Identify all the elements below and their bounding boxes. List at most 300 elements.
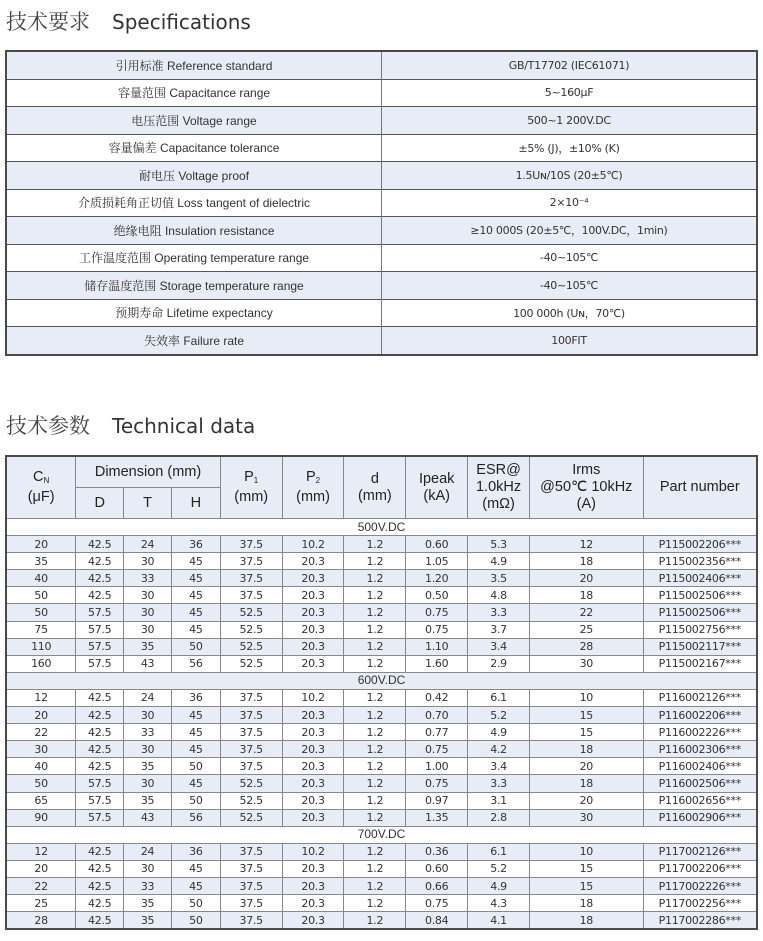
cell-p2: 20.3 — [282, 621, 344, 638]
cell-dim-t: 35 — [124, 758, 172, 775]
spec-value: ≥10 000S (20±5℃，100V.DC，1min) — [382, 217, 758, 245]
cell-lead-diameter: 1.2 — [344, 843, 406, 860]
cell-p2: 20.3 — [282, 877, 344, 894]
table-row — [6, 621, 757, 638]
spec-label-cn: 容量偏差 — [108, 141, 157, 156]
cell-dim-d: 42.5 — [76, 912, 124, 930]
cell-esr: 6.1 — [468, 843, 530, 860]
header-p1-symbol: P — [244, 469, 254, 485]
spec-label — [6, 79, 382, 107]
spec-label-en: Reference standard — [166, 58, 273, 73]
spec-value: 2×10⁻⁴ — [382, 189, 758, 217]
spec-label-en: Voltage range — [182, 113, 257, 128]
cell-dim-h: 45 — [171, 621, 220, 638]
spec-value: GB/T17702 (IEC61071) — [382, 51, 758, 79]
cell-p2: 10.2 — [282, 536, 344, 553]
cell-p2: 20.3 — [282, 570, 344, 587]
cell-p2: 20.3 — [282, 638, 344, 655]
spec-row — [6, 244, 757, 272]
cell-esr: 4.8 — [468, 587, 530, 604]
cell-lead-diameter: 1.2 — [344, 792, 406, 809]
cell-lead-diameter: 1.2 — [344, 895, 406, 912]
cell-irms: 18 — [530, 741, 644, 758]
spec-label-cn: 容量范围 — [117, 86, 166, 101]
header-capacitance — [6, 456, 76, 519]
cell-dim-t: 33 — [124, 724, 172, 741]
cell-p1: 37.5 — [220, 553, 282, 570]
cell-dim-h: 45 — [171, 707, 220, 724]
cell-p1: 52.5 — [220, 621, 282, 638]
cell-part-number: P116002306*** — [643, 741, 757, 758]
header-esr-line2: 1.0kHz — [475, 479, 522, 495]
cell-ipeak: 0.75 — [406, 621, 468, 638]
specifications-title-cn: 技术要求 — [6, 10, 90, 34]
cell-part-number: P116002906*** — [643, 809, 757, 826]
cell-dim-h: 45 — [171, 553, 220, 570]
spec-label — [6, 244, 382, 272]
cell-part-number: P117002286*** — [643, 912, 757, 930]
header-p1-sub: 1 — [253, 476, 259, 485]
cell-irms: 18 — [530, 775, 644, 792]
technical-data-body — [6, 519, 757, 930]
cell-esr: 3.5 — [468, 570, 530, 587]
table-row — [6, 860, 757, 877]
cell-esr: 3.4 — [468, 758, 530, 775]
cell-dim-h: 56 — [171, 655, 220, 672]
cell-dim-t: 30 — [124, 621, 172, 638]
cell-dim-h: 45 — [171, 877, 220, 894]
spec-label-cn: 电压范围 — [131, 113, 180, 128]
cell-capacitance: 50 — [6, 604, 76, 621]
cell-irms: 22 — [530, 604, 644, 621]
cell-esr: 3.3 — [468, 775, 530, 792]
cell-ipeak: 0.75 — [406, 604, 468, 621]
cell-lead-diameter: 1.2 — [344, 604, 406, 621]
cell-p2: 20.3 — [282, 758, 344, 775]
spec-label-cn: 介质损耗角正切值 — [77, 196, 174, 211]
cell-p1: 52.5 — [220, 775, 282, 792]
voltage-group-label: 600V.DC — [6, 672, 757, 689]
cell-dim-d: 42.5 — [76, 860, 124, 877]
cell-lead-diameter: 1.2 — [344, 638, 406, 655]
cell-part-number: P115002406*** — [643, 570, 757, 587]
cell-capacitance: 50 — [6, 775, 76, 792]
cell-dim-d: 42.5 — [76, 724, 124, 741]
cell-capacitance: 20 — [6, 707, 76, 724]
spec-label — [6, 299, 382, 327]
cell-lead-diameter: 1.2 — [344, 536, 406, 553]
cell-esr: 3.4 — [468, 638, 530, 655]
header-p2 — [282, 456, 344, 519]
cell-esr: 6.1 — [468, 689, 530, 706]
cell-dim-h: 56 — [171, 809, 220, 826]
cell-irms: 12 — [530, 536, 644, 553]
spec-label-cn: 预期寿命 — [115, 306, 164, 321]
cell-esr: 4.1 — [468, 912, 530, 930]
cell-esr: 5.2 — [468, 707, 530, 724]
spec-value: -40~105℃ — [382, 244, 758, 272]
cell-dim-t: 24 — [124, 689, 172, 706]
cell-esr: 4.9 — [468, 877, 530, 894]
cell-dim-d: 42.5 — [76, 553, 124, 570]
header-p2-unit: (mm) — [296, 489, 330, 505]
cell-dim-h: 45 — [171, 860, 220, 877]
cell-lead-diameter: 1.2 — [344, 877, 406, 894]
header-p2-symbol: P — [305, 469, 316, 485]
header-ipeak-label: Ipeak — [418, 470, 455, 487]
cell-part-number: P116002126*** — [643, 689, 757, 706]
voltage-group-label: 700V.DC — [6, 826, 757, 843]
cell-esr: 4.3 — [468, 895, 530, 912]
cell-capacitance: 75 — [6, 621, 76, 638]
spec-label-en: Failure rate — [183, 333, 245, 348]
cell-dim-h: 45 — [171, 724, 220, 741]
header-esr-line3: (mΩ) — [482, 496, 515, 512]
cell-part-number: P115002356*** — [643, 553, 757, 570]
header-p1 — [220, 456, 282, 519]
table-row — [6, 587, 757, 604]
table-row — [6, 895, 757, 912]
cell-irms: 30 — [530, 655, 644, 672]
cell-p1: 37.5 — [220, 877, 282, 894]
cell-lead-diameter: 1.2 — [344, 860, 406, 877]
cell-p2: 10.2 — [282, 843, 344, 860]
cell-dim-h: 50 — [171, 638, 220, 655]
cell-p1: 52.5 — [220, 809, 282, 826]
cell-dim-d: 42.5 — [76, 707, 124, 724]
header-irms-line1: Irms — [572, 462, 601, 478]
spec-label — [6, 134, 382, 162]
cell-ipeak: 1.10 — [406, 638, 468, 655]
cell-dim-d: 57.5 — [76, 775, 124, 792]
cell-p1: 52.5 — [220, 638, 282, 655]
spec-row — [6, 327, 757, 355]
spec-label — [6, 189, 382, 217]
header-dimension-t: T — [124, 488, 172, 519]
cell-irms: 18 — [530, 587, 644, 604]
cell-capacitance: 25 — [6, 895, 76, 912]
spec-row — [6, 134, 757, 162]
cell-dim-h: 45 — [171, 775, 220, 792]
cell-dim-h: 45 — [171, 570, 220, 587]
cell-ipeak: 1.00 — [406, 758, 468, 775]
cell-capacitance: 35 — [6, 553, 76, 570]
spec-value: 500~1 200V.DC — [382, 107, 758, 135]
cell-lead-diameter: 1.2 — [344, 587, 406, 604]
spec-row — [6, 51, 757, 79]
cell-ipeak: 0.75 — [406, 895, 468, 912]
cell-lead-diameter: 1.2 — [344, 707, 406, 724]
cell-dim-t: 35 — [124, 792, 172, 809]
cell-esr: 4.9 — [468, 553, 530, 570]
cell-irms: 20 — [530, 792, 644, 809]
spec-label — [6, 327, 382, 355]
cell-lead-diameter: 1.2 — [344, 724, 406, 741]
spec-value: 100 000h (Uɴ，70℃) — [382, 299, 758, 327]
table-row — [6, 655, 757, 672]
cell-dim-h: 45 — [171, 604, 220, 621]
header-capacitance-sub: N — [43, 476, 50, 485]
header-part-number: Part number — [643, 456, 757, 519]
cell-irms: 18 — [530, 895, 644, 912]
cell-capacitance: 22 — [6, 877, 76, 894]
cell-part-number: P115002167*** — [643, 655, 757, 672]
header-p1-unit: (mm) — [234, 489, 269, 505]
cell-dim-t: 30 — [124, 707, 172, 724]
cell-dim-h: 36 — [171, 689, 220, 706]
cell-dim-h: 36 — [171, 536, 220, 553]
cell-dim-d: 42.5 — [76, 536, 124, 553]
spec-value: 1.5Uɴ/10S (20±5℃) — [382, 162, 758, 190]
cell-ipeak: 0.84 — [406, 912, 468, 930]
cell-capacitance: 160 — [6, 655, 76, 672]
cell-dim-d: 42.5 — [76, 758, 124, 775]
cell-capacitance: 12 — [6, 843, 76, 860]
cell-p1: 37.5 — [220, 912, 282, 930]
table-row — [6, 553, 757, 570]
cell-dim-d: 42.5 — [76, 741, 124, 758]
cell-dim-t: 30 — [124, 587, 172, 604]
cell-p2: 20.3 — [282, 655, 344, 672]
spec-label-en: Loss tangent of dielectric — [177, 196, 311, 211]
cell-capacitance: 40 — [6, 570, 76, 587]
cell-dim-d: 57.5 — [76, 655, 124, 672]
header-p2-sub: 2 — [315, 476, 321, 485]
spec-row — [6, 272, 757, 300]
cell-part-number: P115002506*** — [643, 604, 757, 621]
header-lead-diameter-symbol: d — [370, 470, 379, 487]
specifications-title-en: Specifications — [112, 10, 251, 34]
cell-p2: 20.3 — [282, 553, 344, 570]
cell-lead-diameter: 1.2 — [344, 912, 406, 930]
cell-dim-h: 36 — [171, 843, 220, 860]
cell-dim-t: 24 — [124, 536, 172, 553]
table-row — [6, 724, 757, 741]
cell-lead-diameter: 1.2 — [344, 553, 406, 570]
cell-part-number: P115002506*** — [643, 587, 757, 604]
cell-p1: 37.5 — [220, 843, 282, 860]
table-row — [6, 638, 757, 655]
cell-irms: 18 — [530, 553, 644, 570]
cell-irms: 20 — [530, 758, 644, 775]
table-row — [6, 707, 757, 724]
header-dimension: Dimension (mm) — [76, 456, 221, 488]
cell-irms: 28 — [530, 638, 644, 655]
cell-lead-diameter: 1.2 — [344, 758, 406, 775]
cell-dim-t: 35 — [124, 895, 172, 912]
table-row — [6, 912, 757, 930]
cell-dim-d: 57.5 — [76, 638, 124, 655]
cell-p2: 20.3 — [282, 792, 344, 809]
spec-value: 100FIT — [382, 327, 758, 355]
specifications-heading — [6, 6, 251, 36]
spec-label — [6, 272, 382, 300]
table-row — [6, 689, 757, 706]
cell-dim-t: 30 — [124, 741, 172, 758]
cell-part-number: P116002406*** — [643, 758, 757, 775]
cell-p2: 20.3 — [282, 775, 344, 792]
cell-p1: 37.5 — [220, 860, 282, 877]
header-ipeak-unit: (kA) — [423, 487, 450, 504]
spec-value: 5~160μF — [382, 79, 758, 107]
cell-p1: 37.5 — [220, 689, 282, 706]
header-irms — [530, 456, 644, 519]
header-lead-diameter-unit: (mm) — [357, 487, 392, 504]
cell-irms: 15 — [530, 724, 644, 741]
spec-label-en: Insulation resistance — [164, 223, 275, 238]
header-esr-line1: ESR@ — [476, 462, 521, 478]
spec-label — [6, 217, 382, 245]
specifications-table — [5, 50, 758, 356]
spec-value: -40~105℃ — [382, 272, 758, 300]
spec-label — [6, 51, 382, 79]
cell-p1: 37.5 — [220, 724, 282, 741]
spec-label — [6, 107, 382, 135]
cell-ipeak: 1.60 — [406, 655, 468, 672]
cell-capacitance: 40 — [6, 758, 76, 775]
cell-dim-t: 35 — [124, 912, 172, 930]
cell-p2: 20.3 — [282, 741, 344, 758]
spec-label-cn: 耐电压 — [138, 168, 175, 183]
cell-dim-t: 33 — [124, 877, 172, 894]
voltage-group-label: 500V.DC — [6, 519, 757, 536]
cell-capacitance: 22 — [6, 724, 76, 741]
cell-lead-diameter: 1.2 — [344, 655, 406, 672]
cell-esr: 4.2 — [468, 741, 530, 758]
cell-p2: 20.3 — [282, 895, 344, 912]
cell-irms: 10 — [530, 843, 644, 860]
cell-esr: 5.3 — [468, 536, 530, 553]
spec-label-en: Operating temperature range — [154, 251, 310, 266]
cell-lead-diameter: 1.2 — [344, 775, 406, 792]
cell-p1: 52.5 — [220, 604, 282, 621]
spec-row — [6, 189, 757, 217]
cell-lead-diameter: 1.2 — [344, 809, 406, 826]
cell-ipeak: 0.60 — [406, 860, 468, 877]
technical-data-heading — [6, 410, 255, 440]
cell-part-number: P117002206*** — [643, 860, 757, 877]
cell-part-number: P116002226*** — [643, 724, 757, 741]
cell-p2: 20.3 — [282, 604, 344, 621]
technical-data-title-cn: 技术参数 — [6, 414, 90, 438]
cell-dim-d: 42.5 — [76, 895, 124, 912]
header-irms-line3: (A) — [576, 496, 596, 512]
cell-dim-h: 50 — [171, 792, 220, 809]
header-capacitance-symbol: C — [32, 469, 44, 485]
header-esr — [468, 456, 530, 519]
spec-label-cn: 储存温度范围 — [84, 278, 157, 293]
table-row — [6, 792, 757, 809]
header-ipeak — [406, 456, 468, 519]
spec-row — [6, 299, 757, 327]
table-row — [6, 570, 757, 587]
table-row — [6, 604, 757, 621]
cell-lead-diameter: 1.2 — [344, 570, 406, 587]
technical-data-table — [5, 455, 758, 930]
cell-dim-t: 30 — [124, 775, 172, 792]
header-lead-diameter — [344, 456, 406, 519]
spec-label-en: Capacitance range — [169, 86, 271, 101]
cell-p1: 37.5 — [220, 895, 282, 912]
cell-ipeak: 0.77 — [406, 724, 468, 741]
cell-part-number: P115002206*** — [643, 536, 757, 553]
cell-p1: 52.5 — [220, 792, 282, 809]
cell-p2: 20.3 — [282, 724, 344, 741]
cell-capacitance: 30 — [6, 741, 76, 758]
table-row — [6, 809, 757, 826]
spec-row — [6, 217, 757, 245]
spec-label-en: Storage temperature range — [159, 278, 304, 293]
cell-part-number: P115002756*** — [643, 621, 757, 638]
cell-dim-t: 30 — [124, 860, 172, 877]
cell-capacitance: 12 — [6, 689, 76, 706]
voltage-group-row — [6, 826, 757, 843]
spec-label-cn: 引用标准 — [115, 58, 164, 73]
cell-p2: 10.2 — [282, 689, 344, 706]
cell-part-number: P116002506*** — [643, 775, 757, 792]
cell-capacitance: 28 — [6, 912, 76, 930]
cell-p2: 20.3 — [282, 809, 344, 826]
spec-label-cn: 工作温度范围 — [78, 251, 151, 266]
cell-dim-d: 42.5 — [76, 843, 124, 860]
cell-p1: 37.5 — [220, 587, 282, 604]
table-row — [6, 758, 757, 775]
spec-label-en: Voltage proof — [178, 168, 250, 183]
cell-irms: 15 — [530, 877, 644, 894]
cell-dim-d: 57.5 — [76, 604, 124, 621]
cell-dim-t: 43 — [124, 655, 172, 672]
cell-p2: 20.3 — [282, 912, 344, 930]
cell-dim-d: 42.5 — [76, 877, 124, 894]
cell-capacitance: 20 — [6, 536, 76, 553]
voltage-group-row — [6, 519, 757, 536]
cell-lead-diameter: 1.2 — [344, 621, 406, 638]
spec-row — [6, 79, 757, 107]
cell-dim-d: 42.5 — [76, 570, 124, 587]
header-dimension-h: H — [171, 488, 220, 519]
cell-capacitance: 65 — [6, 792, 76, 809]
table-row — [6, 877, 757, 894]
spec-label — [6, 162, 382, 190]
cell-p1: 52.5 — [220, 655, 282, 672]
cell-dim-t: 30 — [124, 553, 172, 570]
cell-esr: 3.3 — [468, 604, 530, 621]
cell-capacitance: 20 — [6, 860, 76, 877]
spec-value: ±5% (J)，±10% (K) — [382, 134, 758, 162]
header-capacitance-unit: (μF) — [27, 489, 55, 505]
cell-ipeak: 0.97 — [406, 792, 468, 809]
cell-ipeak: 0.42 — [406, 689, 468, 706]
spec-row — [6, 162, 757, 190]
cell-capacitance: 110 — [6, 638, 76, 655]
spec-label-en: Capacitance tolerance — [159, 141, 280, 156]
cell-dim-d: 57.5 — [76, 792, 124, 809]
cell-irms: 20 — [530, 570, 644, 587]
technical-data-header — [6, 456, 757, 519]
cell-dim-d: 42.5 — [76, 587, 124, 604]
cell-part-number: P117002126*** — [643, 843, 757, 860]
cell-dim-h: 45 — [171, 587, 220, 604]
cell-ipeak: 0.75 — [406, 775, 468, 792]
cell-ipeak: 1.05 — [406, 553, 468, 570]
cell-irms: 25 — [530, 621, 644, 638]
cell-irms: 18 — [530, 912, 644, 930]
header-dimension-d: D — [76, 488, 124, 519]
cell-dim-h: 50 — [171, 912, 220, 930]
cell-esr: 2.9 — [468, 655, 530, 672]
cell-ipeak: 1.20 — [406, 570, 468, 587]
header-irms-line2: @50℃ 10kHz — [540, 479, 633, 495]
